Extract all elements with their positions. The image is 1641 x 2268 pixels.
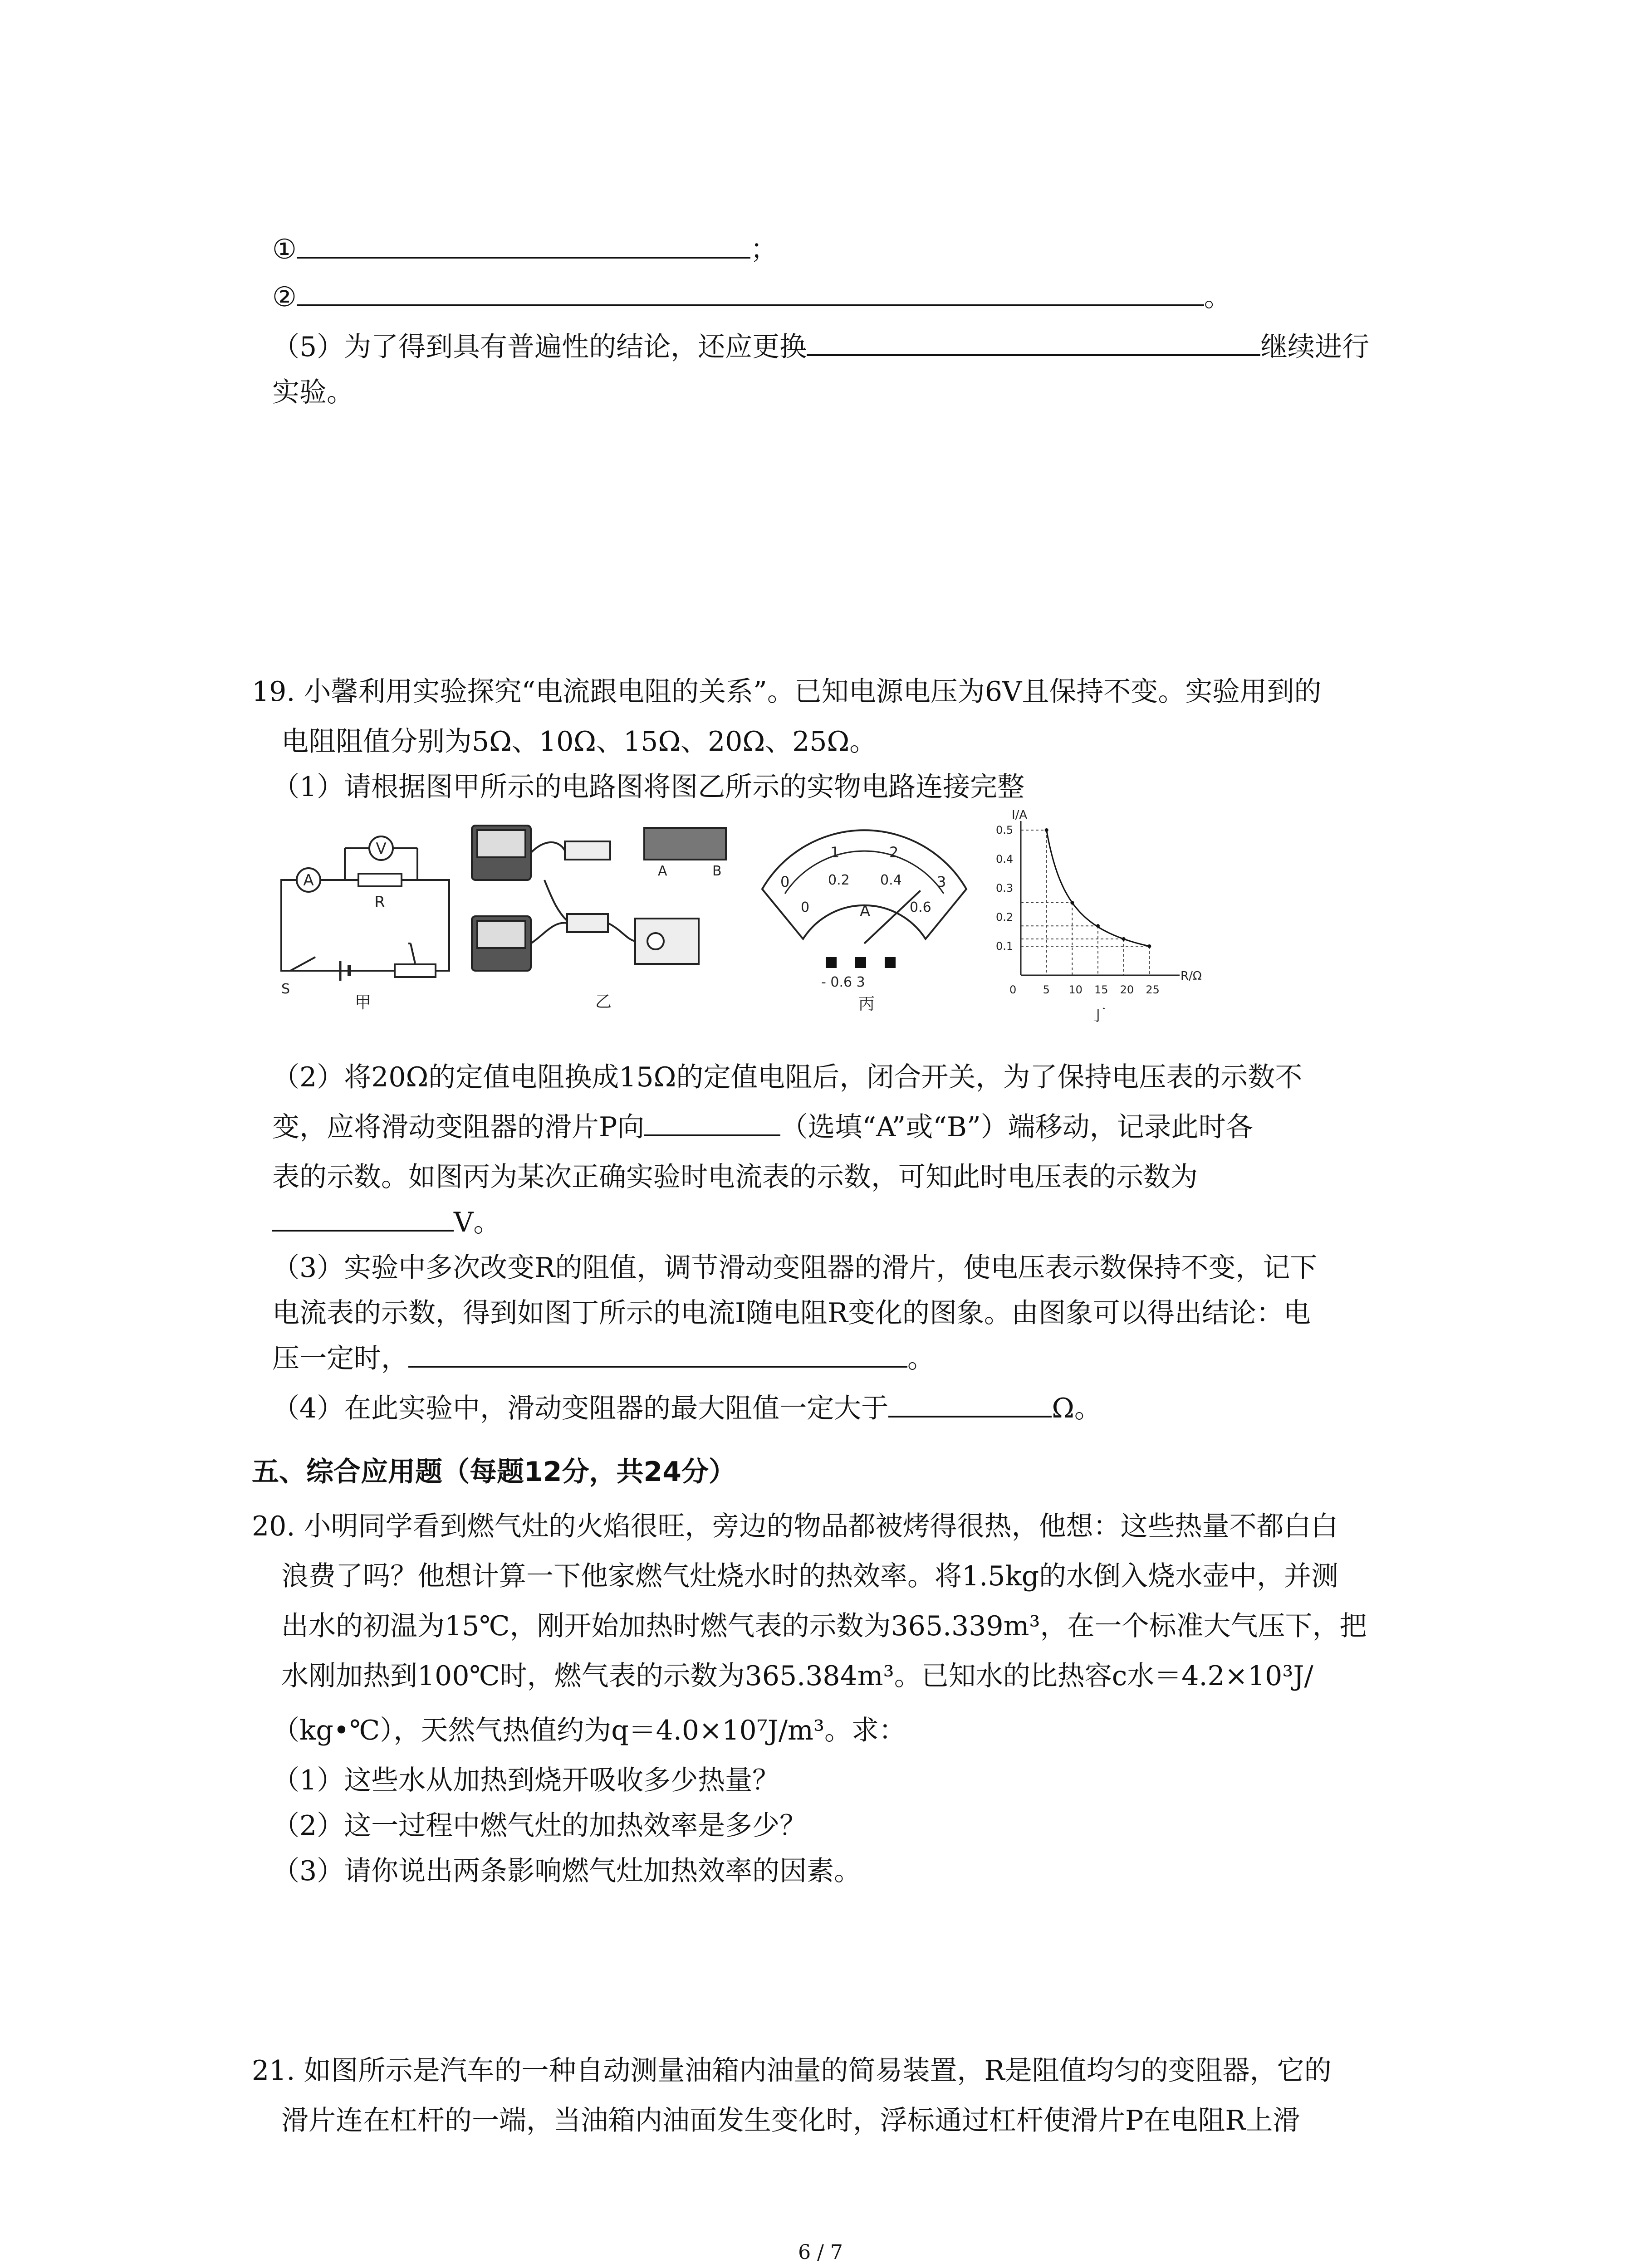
answer-line-2 <box>272 277 1231 318</box>
terminal-block <box>885 957 896 968</box>
x-tick-label: 10 <box>1068 983 1083 996</box>
terminal-labels: - 0.6 3 <box>821 974 865 990</box>
outer-tick-label: 1 <box>830 844 840 861</box>
ammeter-label: A <box>303 871 314 890</box>
switch-symbol <box>290 957 315 971</box>
q20-sub2: （2）这一过程中燃气灶的加热效率是多少？ <box>272 1810 807 1842</box>
x-axis-label: R/Ω <box>1181 969 1202 983</box>
data-point <box>1122 937 1126 941</box>
resistor-label: R <box>374 893 385 911</box>
current-resistance-chart-ding <box>989 807 1207 1025</box>
q20-sub3: （3）请你说出两条影响燃气灶加热效率的因素。 <box>272 1855 862 1887</box>
data-point <box>1096 924 1100 928</box>
terminal-b-label: B <box>712 863 722 879</box>
x-tick-label: 15 <box>1094 983 1108 996</box>
q21-line1: 21. 如图所示是汽车的一种自动测量油箱内油量的简易装置，R是阻值均匀的变阻器，它的 <box>252 2055 1332 2087</box>
x-tick-label: 0 <box>1009 983 1017 996</box>
q20-line2: 浪费了吗？他想计算一下他家燃气灶烧水时的热效率。将1.5kg的水倒入烧水壶中，并测 <box>281 1560 1339 1592</box>
section-heading: 五、综合应用题（每题12分，共24分） <box>252 1456 736 1488</box>
q19-line2: 电阻阻值分别为5Ω、10Ω、15Ω、20Ω、25Ω。 <box>281 726 877 758</box>
punctuation: ； <box>750 234 778 265</box>
figure-caption: 乙 <box>595 992 612 1011</box>
q20-line1: 20. 小明同学看到燃气灶的火焰很旺，旁边的物品都被烤得很热，他想：这些热量不都白白 <box>252 1510 1338 1542</box>
outer-tick-label: 3 <box>937 873 946 890</box>
data-point <box>1070 901 1074 904</box>
switch-device <box>567 914 608 932</box>
answer-blank[interactable] <box>297 277 1204 306</box>
inner-tick-label: 0.4 <box>880 872 902 888</box>
q19-sub3-line1: （3）实验中多次改变R的阻值，调节滑动变阻器的滑片，使电压表示数保持不变，记下 <box>272 1252 1318 1284</box>
q18-sub5-line1 <box>272 327 1369 367</box>
q19-sub2-line2 <box>272 1107 1253 1148</box>
question-text: 变，应将滑动变阻器的滑片P向 <box>272 1111 645 1143</box>
question-text: 继续进行 <box>1260 331 1370 363</box>
voltmeter-label: V <box>376 840 387 858</box>
punctuation: 。 <box>1204 281 1231 313</box>
data-curve <box>1047 830 1150 946</box>
question-text: 。 <box>907 1343 935 1374</box>
outer-tick-label: 2 <box>889 844 899 861</box>
y-tick-label: 0.2 <box>996 911 1014 924</box>
terminal-a-label: A <box>658 863 667 879</box>
y-tick-label: 0.3 <box>996 882 1014 894</box>
figure-caption: 丙 <box>858 995 875 1013</box>
inner-tick-label: 0.6 <box>910 899 931 915</box>
q20-sub1: （1）这些水从加热到烧开吸收多少热量？ <box>272 1765 780 1796</box>
x-tick-label: 20 <box>1120 983 1134 996</box>
figure-caption: 丁 <box>1089 1006 1107 1025</box>
question-text: （5）为了得到具有普遍性的结论，还应更换 <box>272 331 807 363</box>
resistor-device <box>565 841 610 860</box>
x-tick-label: 5 <box>1043 983 1050 996</box>
rheostat-device <box>644 828 726 860</box>
inner-tick-label: 0.2 <box>828 872 850 888</box>
answer-blank[interactable] <box>888 1388 1052 1418</box>
outer-tick-label: 0 <box>780 873 790 890</box>
y-tick-label: 0.5 <box>996 824 1014 836</box>
answer-blank[interactable] <box>644 1107 780 1136</box>
q20-line5: （kg•℃），天然气热值约为q＝4.0×10⁷J/m³。求： <box>272 1715 906 1746</box>
q19-sub2-line1: （2）将20Ω的定值电阻换成15Ω的定值电阻后，闭合开关，为了保持电压表的示数不 <box>272 1061 1303 1093</box>
answer-blank[interactable] <box>297 230 750 259</box>
item-number: ② <box>272 281 297 313</box>
resistor-symbol <box>358 874 402 886</box>
data-point <box>1147 944 1151 948</box>
question-text: （4）在此实验中，滑动变阻器的最大阻值一定大于 <box>272 1393 889 1424</box>
y-tick-label: 0.4 <box>996 853 1014 865</box>
answer-blank[interactable] <box>272 1202 454 1232</box>
q20-line3: 出水的初温为15℃，刚开始加热时燃气表的示数为365.339m³，在一个标准大气压下，把 <box>281 1610 1367 1642</box>
q19-sub2-line4 <box>272 1202 500 1243</box>
question-text: （选填“A”或“B”）端移动，记录此时各 <box>780 1111 1253 1143</box>
q19-sub3-line2: 电流表的示数，得到如图丁所示的电流I随电阻R变化的图象。由图象可以得出结论：电 <box>272 1297 1311 1329</box>
question-text: Ω。 <box>1052 1393 1102 1424</box>
question-text: V。 <box>454 1207 501 1238</box>
circuit-diagram-jia <box>272 830 463 1012</box>
switch-label: S <box>281 981 290 997</box>
y-axis-label: I/A <box>1012 808 1028 822</box>
terminal-block <box>826 957 837 968</box>
q19-sub4 <box>272 1388 1102 1429</box>
q19-line1: 19. 小馨利用实验探究“电流跟电阻的关系”。已知电源电压为6V且保持不变。实验用到的 <box>252 676 1322 708</box>
terminal-block <box>855 957 866 968</box>
question-text: 压一定时， <box>272 1343 408 1374</box>
page-number: 6 / 7 <box>798 2241 843 2264</box>
rheostat-symbol <box>395 964 436 977</box>
item-number: ① <box>272 234 297 265</box>
data-point <box>1045 828 1048 832</box>
circuit-loop <box>281 880 449 971</box>
physical-circuit-yi <box>463 812 744 1012</box>
answer-blank[interactable] <box>807 327 1260 356</box>
answer-blank[interactable] <box>408 1339 907 1368</box>
unit-label: A <box>860 902 871 920</box>
q18-sub5-line2: 实验。 <box>272 376 354 408</box>
dial-face <box>762 830 966 939</box>
figure-caption: 甲 <box>354 993 372 1012</box>
inner-tick-label: 0 <box>801 899 810 915</box>
x-tick-label: 25 <box>1146 983 1160 996</box>
y-tick-label: 0.1 <box>996 940 1014 953</box>
q19-sub1: （1）请根据图甲所示的电路图将图乙所示的实物电路连接完整 <box>272 771 1025 803</box>
q21-line2: 滑片连在杠杆的一端，当油箱内油面发生变化时，浮标通过杠杆使滑片P在电阻R上滑 <box>281 2105 1300 2136</box>
q19-sub2-line3: 表的示数。如图丙为某次正确实验时电流表的示数，可知此时电压表的示数为 <box>272 1161 1198 1193</box>
q20-line4: 水刚加热到100℃时，燃气表的示数为365.384m³。已知水的比热容c水＝4.2×10³J/ <box>281 1660 1313 1692</box>
q19-sub3-line3 <box>272 1338 935 1379</box>
answer-line-1 <box>272 229 778 270</box>
ammeter-dial-bing <box>753 826 980 1016</box>
battery-box <box>635 919 699 964</box>
